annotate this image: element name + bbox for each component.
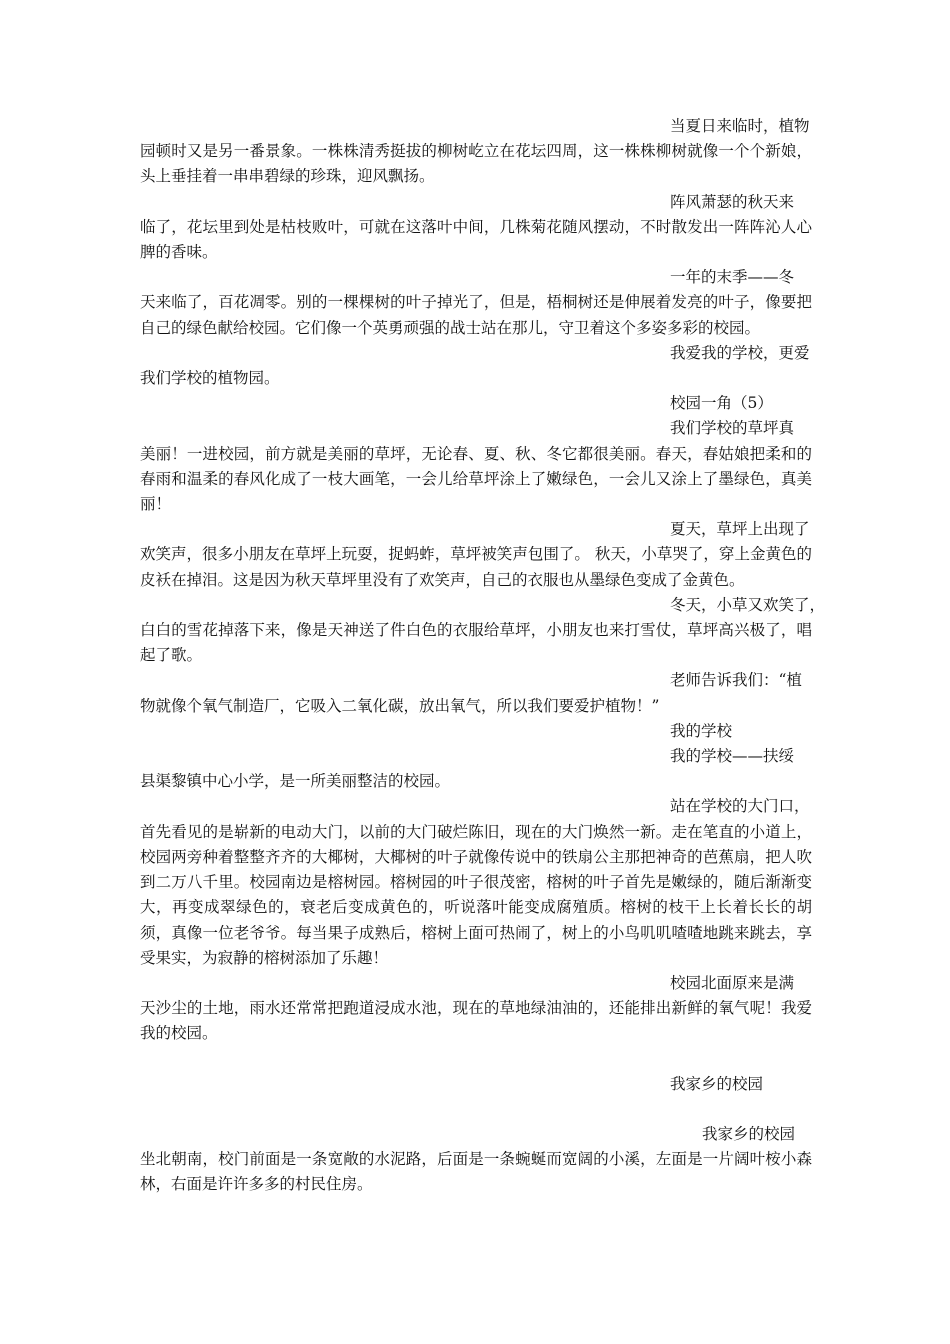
- paragraph-school-north: [140, 971, 812, 1047]
- paragraph-lead: 阵风萧瑟的秋天来: [670, 192, 795, 211]
- paragraph-lead: 校园北面原来是满: [670, 973, 795, 992]
- paragraph-body: 天来临了，百花凋零。别的一棵棵树的叶子掉光了，但是，梧桐树还是伸展着发亮的叶子，像要把自己的绿色献给校园。它们像一个英勇顽强的战士站在那儿，守卫着这个多姿多彩的校园。: [140, 293, 812, 337]
- paragraph-body: 临了，花坛里到处是枯枝败叶，可就在这落叶中间，几株菊花随风摆动，不时散发出一阵阵沁人心脾的香味。: [140, 217, 812, 262]
- paragraph-hometown: [140, 1122, 812, 1198]
- paragraph-lead: 一年的末季——冬: [670, 268, 795, 287]
- spacer: [140, 1097, 812, 1122]
- document-page: [140, 114, 826, 1197]
- paragraph-summer-lawn: [140, 517, 812, 593]
- paragraph-body: 物就像个氧气制造厂，它吸入二氧化碳，放出氧气，所以我们要爱护植物！”: [140, 696, 660, 715]
- paragraph-lead: 老师告诉我们：“植: [670, 671, 802, 690]
- paragraph-lead: 当夏日来临时，植物: [670, 117, 810, 135]
- paragraph-winter-lawn: [140, 593, 826, 669]
- paragraph-lead: 我爱我的学校，更爱: [670, 343, 810, 362]
- paragraph-body: 美丽！一进校园，前方就是美丽的草坪，无论春、夏、秋、冬它都很美丽。春天，春姑娘把柔和的春雨和温柔的春风化成了一枝大画笔，一会儿给草坪涂上了嫩绿色，一会儿又涂上了墨绿色，真美丽！: [140, 444, 812, 514]
- paragraph-lead: 夏天，草坪上出现了: [670, 520, 810, 539]
- paragraph-winter: [140, 265, 812, 341]
- paragraph-body: 首先看见的是崭新的电动大门，以前的大门破烂陈旧，现在的大门焕然一新。走在笔直的小道上，校园两旁种着整整齐齐的大椰树，大椰树的叶子就像传说中的铁扇公主那把神奇的芭蕉扇，把人吹到二万八千里。校园南边是榕树园。榕树园的叶子很茂密，榕树的叶子首先是嫩绿的，随后渐渐变大，再变成翠绿色的，衰老后变成黄色的，听说落叶能变成腐殖质。榕树的枝干上长着长长的胡须，真像一位老爷爷。每当果子成熟后，榕树上面可热闹了，树上的小鸟叽叽喳喳地跳来跳去，享受果实，为寂静的榕树添加了乐趣！: [140, 822, 812, 967]
- paragraph-body: 县渠黎镇中心小学，是一所美丽整洁的校园。: [140, 772, 451, 791]
- paragraph-lead: 我们学校的草坪真: [670, 419, 795, 438]
- paragraph-body: 园顿时又是另一番景象。一株株清秀挺拔的柳树屹立在花坛四周，这一株株柳树就像一个个新娘，头上垂挂着一串串碧绿的珍珠，迎风飘扬。: [140, 142, 812, 186]
- paragraph-school-gate: [140, 794, 812, 970]
- section-title-campus-corner: 校园一角（5）: [670, 394, 773, 413]
- paragraph-love-school: [140, 341, 812, 391]
- paragraph-lawn: [140, 416, 812, 517]
- spacer: [140, 1047, 812, 1072]
- paragraph-lead: 我家乡的校园: [702, 1124, 796, 1143]
- paragraph-lead: 我的学校——扶绥: [670, 747, 795, 766]
- paragraph-teacher-quote: [140, 668, 812, 718]
- paragraph-autumn: [140, 190, 812, 266]
- paragraph-lead: 站在学校的大门口，: [670, 797, 810, 816]
- paragraph-body: 我们学校的植物园。: [140, 369, 280, 388]
- paragraph-body: 天沙尘的土地，雨水还常常把跑道浸成水池，现在的草地绿油油的，还能排出新鲜的氧气呢！我爱我的校园。: [140, 999, 812, 1043]
- paragraph-lead: 冬天，小草又欢笑了，: [670, 595, 826, 614]
- paragraph-summer: [140, 114, 812, 190]
- paragraph-body: 白白的雪花掉落下来，像是天神送了件白色的衣服给草坪，小朋友也来打雪仗，草坪高兴极了，唱起了歌。: [140, 621, 812, 665]
- section-title-my-school: 我的学校: [670, 721, 733, 740]
- section-title-hometown-school: 我家乡的校园: [670, 1074, 764, 1093]
- paragraph-body: 坐北朝南，校门前面是一条宽敞的水泥路，后面是一条蜿蜒而宽阔的小溪，左面是一片阔叶桉小森林，右面是许许多多的村民住房。: [140, 1149, 812, 1194]
- paragraph-body: 欢笑声，很多小朋友在草坪上玩耍，捉蚂蚱，草坪被笑声包围了。 秋天，小草哭了，穿上金黄色的皮袄在掉泪。这是因为秋天草坪里没有了欢笑声，自己的衣服也从墨绿色变成了金黄色。: [140, 545, 812, 589]
- paragraph-school-intro: [140, 744, 812, 794]
